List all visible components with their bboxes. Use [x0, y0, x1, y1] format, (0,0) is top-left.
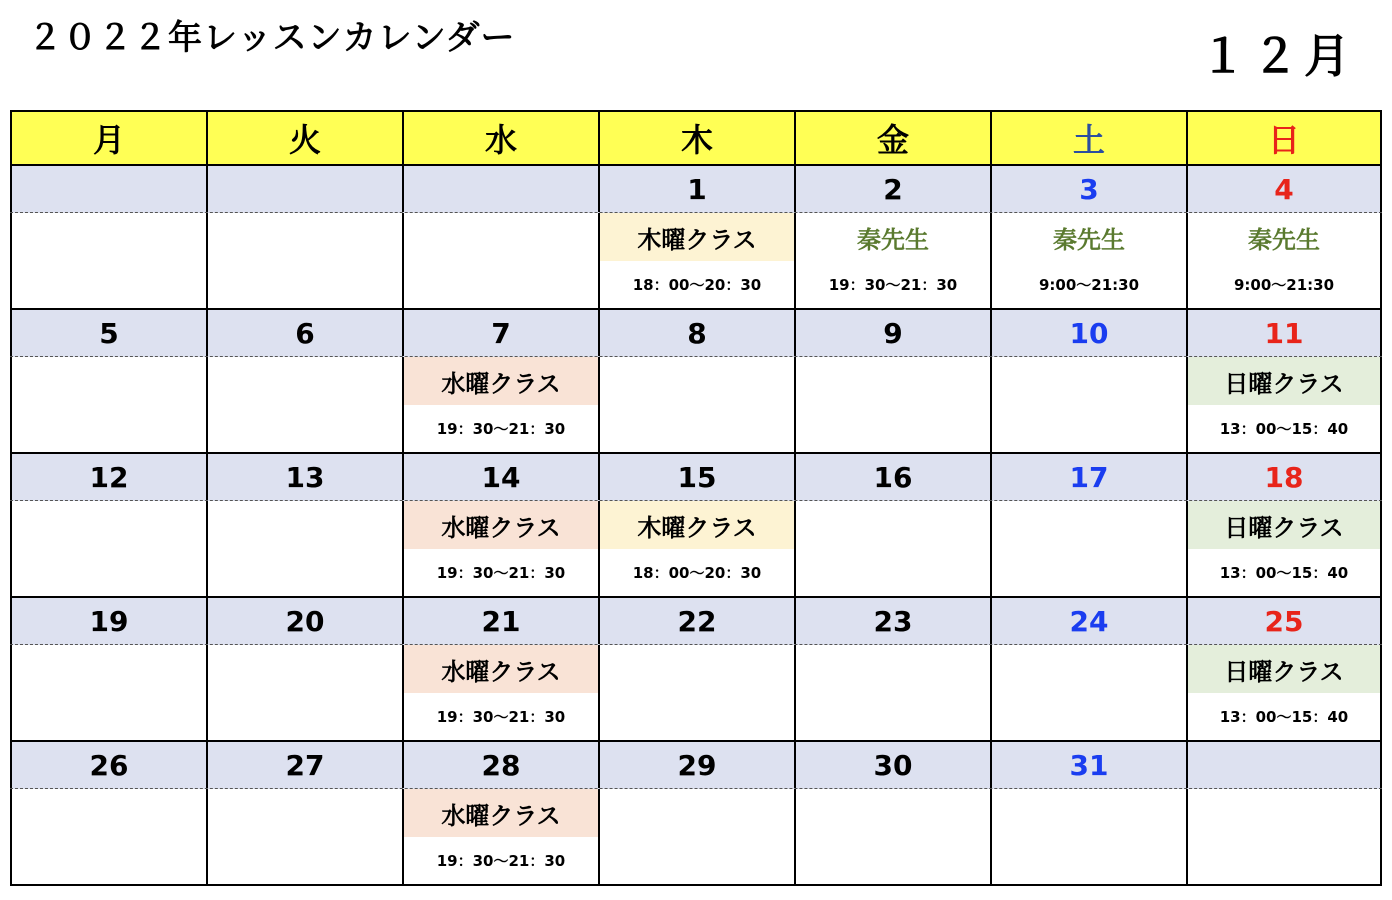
date-number: 8: [598, 310, 794, 356]
date-row: [10, 454, 1382, 501]
day-cell: [1186, 501, 1382, 596]
date-number: 5: [10, 310, 206, 356]
date-number: 21: [402, 598, 598, 644]
day-cell: [794, 213, 990, 308]
day-cell: [990, 501, 1186, 596]
weekday-header-tuesday: 火: [206, 112, 402, 164]
weekday-header-saturday: 土: [990, 112, 1186, 164]
day-cell: [402, 789, 598, 884]
month-label: １２月: [1200, 29, 1356, 83]
date-number: [206, 166, 402, 212]
date-number: 3: [990, 166, 1186, 212]
date-row: [10, 166, 1382, 213]
weekday-header-sunday: 日: [1186, 112, 1382, 164]
day-cell: [990, 213, 1186, 308]
date-number: 28: [402, 742, 598, 788]
date-number: 20: [206, 598, 402, 644]
date-number: 13: [206, 454, 402, 500]
event-row: [10, 501, 1382, 598]
date-row: [10, 310, 1382, 357]
class-label: 水曜クラス: [404, 645, 598, 693]
day-cell: [206, 789, 402, 884]
day-cell: [206, 645, 402, 740]
day-cell: [990, 645, 1186, 740]
day-cell: [402, 645, 598, 740]
date-number: 14: [402, 454, 598, 500]
date-row: [10, 742, 1382, 789]
class-label: 日曜クラス: [1188, 357, 1380, 405]
class-label: 水曜クラス: [404, 357, 598, 405]
day-cell: [598, 357, 794, 452]
date-number: 22: [598, 598, 794, 644]
date-number: 24: [990, 598, 1186, 644]
calendar-title: ２０２２年レッスンカレンダー: [28, 18, 516, 58]
weekday-header-thursday: 木: [598, 112, 794, 164]
day-cell: [794, 645, 990, 740]
date-number: 27: [206, 742, 402, 788]
class-label: 日曜クラス: [1188, 645, 1380, 693]
day-cell: [794, 357, 990, 452]
class-time: 9:00〜21:30: [1038, 275, 1140, 294]
date-number: 7: [402, 310, 598, 356]
day-cell: [598, 645, 794, 740]
class-time: 19：30〜21：30: [436, 419, 566, 438]
day-cell: [402, 501, 598, 596]
date-number: 17: [990, 454, 1186, 500]
date-number: [1186, 742, 1382, 788]
class-time: 13：00〜15：40: [1219, 419, 1349, 438]
day-cell: [1186, 213, 1382, 308]
day-cell: [598, 501, 794, 596]
day-cell: [10, 645, 206, 740]
date-number: 29: [598, 742, 794, 788]
class-label: 日曜クラス: [1188, 501, 1380, 549]
date-number: 26: [10, 742, 206, 788]
date-number: 25: [1186, 598, 1382, 644]
date-number: 2: [794, 166, 990, 212]
date-number: 4: [1186, 166, 1382, 212]
day-cell: [990, 789, 1186, 884]
event-row: [10, 213, 1382, 310]
date-number: 31: [990, 742, 1186, 788]
date-number: 6: [206, 310, 402, 356]
class-label: 水曜クラス: [404, 789, 598, 837]
event-row: [10, 645, 1382, 742]
day-cell: [206, 501, 402, 596]
class-time: 13：00〜15：40: [1219, 563, 1349, 582]
date-number: 1: [598, 166, 794, 212]
class-time: 13：00〜15：40: [1219, 707, 1349, 726]
date-number: 19: [10, 598, 206, 644]
calendar-grid: [10, 110, 1382, 900]
date-number: 9: [794, 310, 990, 356]
class-time: 19：30〜21：30: [436, 563, 566, 582]
class-time: 18：00〜20：30: [632, 275, 762, 294]
date-number: 10: [990, 310, 1186, 356]
class-label: 水曜クラス: [404, 501, 598, 549]
date-number: 15: [598, 454, 794, 500]
day-cell: [1186, 645, 1382, 740]
day-cell: [402, 357, 598, 452]
class-label: 木曜クラス: [600, 501, 794, 549]
date-number: 11: [1186, 310, 1382, 356]
day-cell: [10, 501, 206, 596]
date-number: 16: [794, 454, 990, 500]
day-cell: [10, 789, 206, 884]
day-cell: [402, 213, 598, 308]
class-time: 18：00〜20：30: [632, 563, 762, 582]
teacher-label: 秦先生: [1248, 225, 1320, 254]
date-number: 18: [1186, 454, 1382, 500]
day-cell: [1186, 789, 1382, 884]
weekday-header-row: [10, 110, 1382, 166]
teacher-label: 秦先生: [857, 225, 929, 254]
weekday-header-wednesday: 水: [402, 112, 598, 164]
date-number: 23: [794, 598, 990, 644]
event-row: [10, 357, 1382, 454]
day-cell: [1186, 357, 1382, 452]
day-cell: [794, 789, 990, 884]
day-cell: [10, 213, 206, 308]
date-row: [10, 598, 1382, 645]
day-cell: [598, 213, 794, 308]
date-number: 12: [10, 454, 206, 500]
day-cell: [206, 213, 402, 308]
event-row: [10, 789, 1382, 886]
day-cell: [990, 357, 1186, 452]
date-number: [402, 166, 598, 212]
weekday-header-monday: 月: [10, 112, 206, 164]
day-cell: [598, 789, 794, 884]
day-cell: [10, 357, 206, 452]
date-number: 30: [794, 742, 990, 788]
class-time: 19：30〜21：30: [436, 707, 566, 726]
class-time: 19：30〜21：30: [828, 275, 958, 294]
date-number: [10, 166, 206, 212]
class-time: 19：30〜21：30: [436, 851, 566, 870]
class-time: 9:00〜21:30: [1233, 275, 1335, 294]
day-cell: [206, 357, 402, 452]
class-label: 木曜クラス: [600, 213, 794, 261]
teacher-label: 秦先生: [1053, 225, 1125, 254]
day-cell: [794, 501, 990, 596]
weekday-header-friday: 金: [794, 112, 990, 164]
